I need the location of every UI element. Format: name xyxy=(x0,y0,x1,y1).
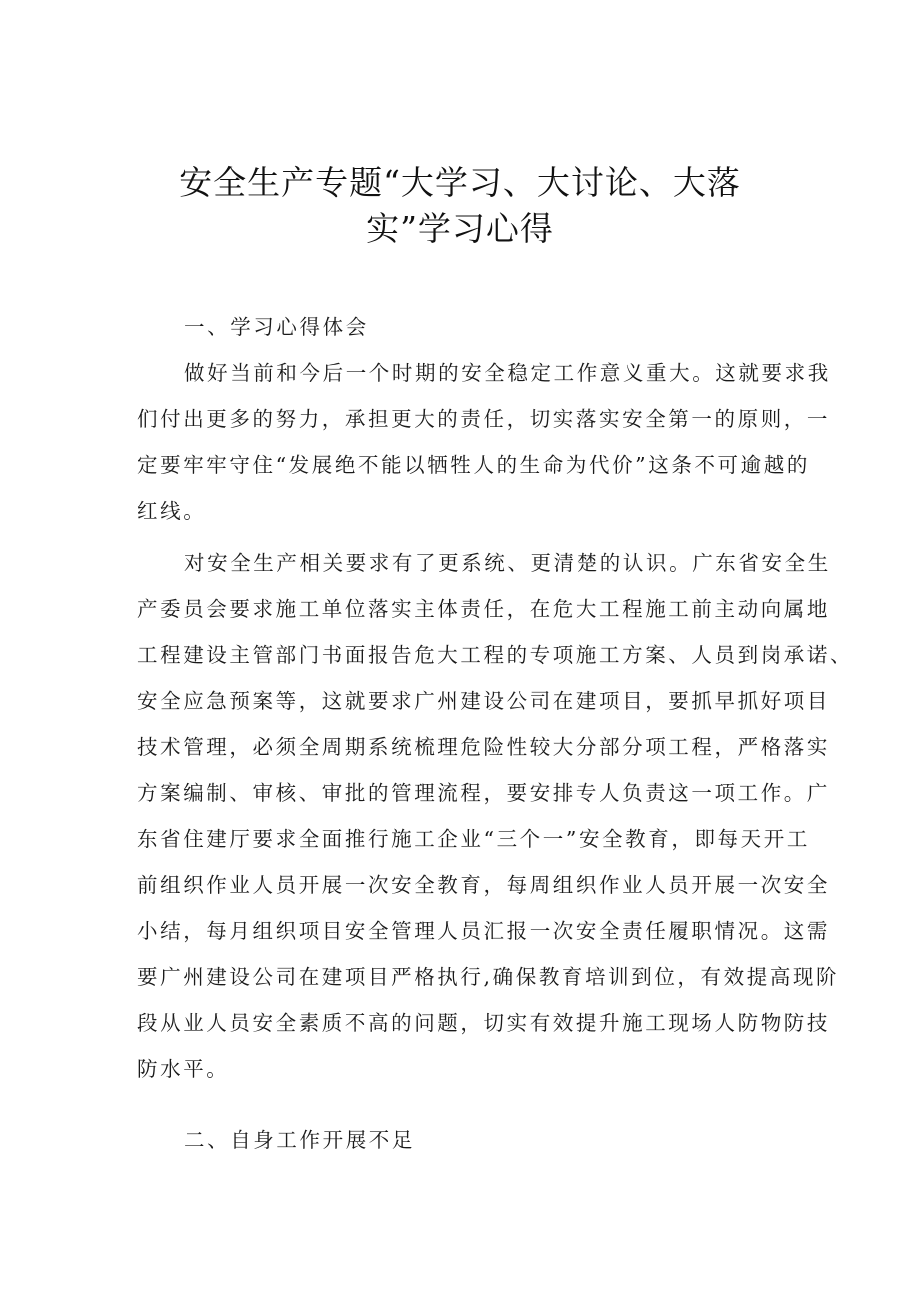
paragraph-2-line: 东省住建厅要求全面推行施工企业“三个一”安全教育，即每天开工 xyxy=(137,827,810,851)
paragraph-2-line: 对安全生产相关要求有了更系统、更清楚的认识。广东省安全生 xyxy=(184,551,831,575)
paragraph-1-line: 红线。 xyxy=(137,499,207,523)
paragraph-2-line: 安全应急预案等，这就要求广州建设公司在建项目，要抓早抓好项目 xyxy=(137,689,830,713)
paragraph-1-line: 们付出更多的努力，承担更大的责任，切实落实安全第一的原则，一 xyxy=(137,407,830,431)
section-heading-1-text: 一、学习心得体会 xyxy=(184,315,369,339)
paragraph-1 xyxy=(137,350,831,534)
section-heading-2 xyxy=(137,1117,797,1163)
paragraph-1-line: 定要牢牢守住“发展绝不能以牺牲人的生命为代价”这条不可逾越的 xyxy=(137,453,810,477)
paragraph-2-line: 产委员会要求施工单位落实主体责任，在危大工程施工前主动向属地 xyxy=(137,597,830,621)
paragraph-1-line: 做好当前和今后一个时期的安全稳定工作意义重大。这就要求我 xyxy=(184,361,831,385)
section-heading-2-text: 二、自身工作开展不足 xyxy=(184,1128,415,1152)
paragraph-2 xyxy=(137,540,854,1092)
paragraph-2-line: 小结，每月组织项目安全管理人员汇报一次安全责任履职情况。这需 xyxy=(137,919,830,943)
paragraph-2-line: 要广州建设公司在建项目严格执行,确保教育培训到位，有效提高现阶 xyxy=(137,965,840,989)
paragraph-2-line: 工程建设主管部门书面报告危大工程的专项施工方案、人员到岗承诺、 xyxy=(137,643,854,667)
paragraph-2-line: 技术管理，必须全周期系统梳理危险性较大分部分项工程，严格落实 xyxy=(137,735,830,759)
paragraph-2-line: 前组织作业人员开展一次安全教育，每周组织作业人员开展一次安全 xyxy=(137,873,830,897)
paragraph-2-line: 方案编制、审核、审批的管理流程，要安排专人负责这一项工作。广 xyxy=(137,781,830,805)
paragraph-2-line: 段从业人员安全素质不高的问题，切实有效提升施工现场人防物防技 xyxy=(137,1011,830,1035)
document-title-line-1: 安全生产专题“大学习、大讨论、大落 xyxy=(179,163,741,202)
paragraph-2-line: 防水平。 xyxy=(137,1057,230,1081)
document-title-line-2: 实”学习心得 xyxy=(366,209,554,248)
section-heading-1 xyxy=(137,304,797,350)
